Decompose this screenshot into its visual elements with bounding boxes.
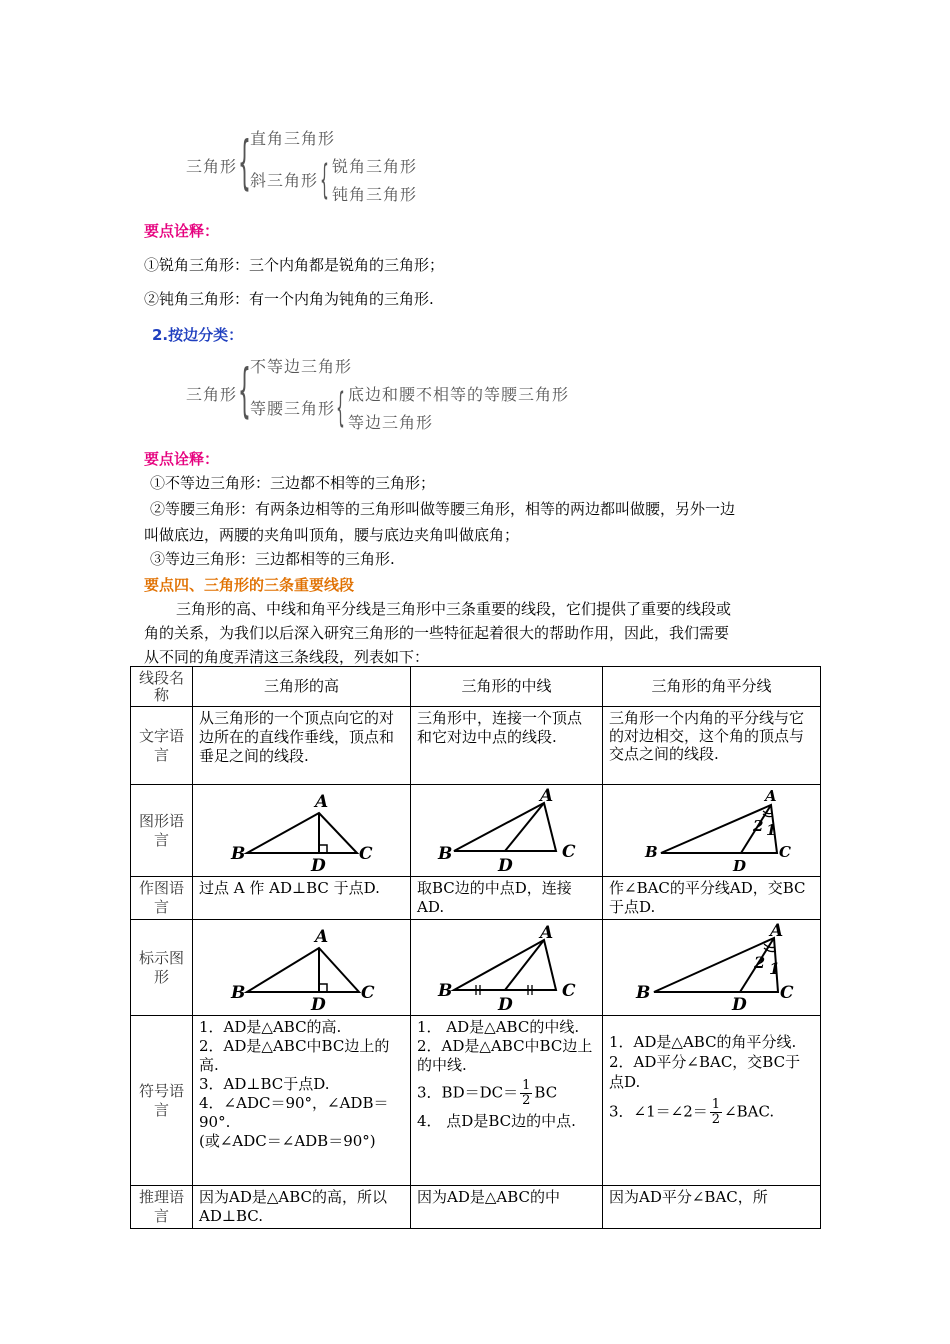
label-2: 2 <box>753 952 765 972</box>
cell-median-text: 三角形中，连接一个顶点和它对边中点的线段. <box>411 707 603 785</box>
tree-equilateral: 等边三角形 <box>348 413 434 432</box>
tree-isosceles: 等腰三角形 <box>250 399 336 418</box>
label-B: B <box>230 982 245 1003</box>
label-C: C <box>561 841 576 862</box>
label-1: 1 <box>768 958 780 978</box>
note-item: ①锐角三角形：三个内角都是锐角的三角形； <box>144 256 445 274</box>
label-B: B <box>230 843 245 864</box>
table-row <box>131 707 821 785</box>
symbol-text: BC <box>534 1083 558 1102</box>
symbol-line-fraction <box>417 1079 596 1108</box>
header-segment: 线段名称 <box>131 667 193 707</box>
label-figure: 图形语言 <box>131 785 193 877</box>
label-construct: 作图语言 <box>131 877 193 920</box>
cell-altitude-reason: 因为AD是△ABC的高，所以AD⊥BC. <box>193 1186 411 1229</box>
label-symbol: 符号语言 <box>131 1016 193 1186</box>
brace-icon: { <box>336 385 345 431</box>
segments-table <box>130 666 821 1229</box>
symbol-line: 3．AD⊥BC于点D. <box>199 1075 330 1093</box>
label-A: A <box>539 785 553 806</box>
label-C: C <box>561 980 576 1001</box>
figure-altitude <box>193 785 411 877</box>
symbol-line: 1． AD是△ABC的中线. <box>417 1018 580 1036</box>
symbol-line: (或∠ADC＝∠ADB＝90°) <box>199 1132 376 1150</box>
label-C: C <box>358 843 373 864</box>
altitude-marked-figure <box>227 926 377 1015</box>
label-B: B <box>644 842 658 861</box>
symbol-line: 1．AD是△ABC的高. <box>199 1018 342 1036</box>
table-row <box>131 877 821 920</box>
tree-right: 直角三角形 <box>250 129 336 148</box>
brace-icon: { <box>238 128 251 196</box>
fraction-half <box>520 1079 532 1108</box>
section-subtitle: 2.按边分类： <box>152 326 244 344</box>
cell-altitude-symbol <box>193 1016 411 1186</box>
tree-oblique: 斜三角形 <box>250 171 319 190</box>
label-A: A <box>769 920 783 941</box>
note-item: ①不等边三角形：三边都不相等的三角形； <box>150 474 436 492</box>
cell-bisector-reason: 因为AD平分∠BAC，所 <box>603 1186 821 1229</box>
label-C: C <box>360 982 375 1003</box>
label-text: 文字语言 <box>131 707 193 785</box>
fraction-numerator: 1 <box>711 1097 721 1112</box>
symbol-line: 2．AD平分∠BAC，交BC于点D. <box>609 1053 801 1091</box>
tree-root-angle: 三角形 <box>186 157 238 176</box>
cell-median-construct: 取BC边的中点D，连接AD. <box>411 877 603 920</box>
fraction-numerator: 1 <box>522 1078 531 1093</box>
symbol-text: ∠BAC. <box>724 1102 775 1121</box>
header-altitude: 三角形的高 <box>193 667 411 707</box>
table-row <box>131 785 821 877</box>
tree-iso-unequal: 底边和腰不相等的等腰三角形 <box>348 385 570 404</box>
cell-bisector-construct: 作∠BAC的平分线AD，交BC于点D. <box>603 877 821 920</box>
label-reason: 推理语言 <box>131 1186 193 1229</box>
median-marked-figure <box>432 922 582 1015</box>
cell-median-symbol <box>411 1016 603 1186</box>
symbol-line-fraction <box>609 1098 814 1127</box>
tree-obtuse: 钝角三角形 <box>332 185 418 204</box>
label-D: D <box>497 855 513 876</box>
fraction-denominator: 2 <box>522 1093 531 1108</box>
altitude-triangle-figure <box>227 791 377 876</box>
symbol-line: 4． 点D是BC边的中点. <box>417 1112 576 1130</box>
label-B: B <box>437 843 452 864</box>
bisector-triangle-figure <box>637 786 791 875</box>
label-D: D <box>731 994 747 1015</box>
symbol-text: 3．∠1＝∠2＝ <box>609 1102 708 1121</box>
marked-bisector <box>603 920 821 1016</box>
symbol-text: 3．BD＝DC＝ <box>417 1083 519 1102</box>
bisector-marked-figure <box>632 920 794 1015</box>
label-B: B <box>437 980 452 1001</box>
note-title: 要点诠释： <box>144 450 220 468</box>
symbol-line: 1．AD是△ABC的角平分线. <box>609 1033 797 1051</box>
cell-altitude-construct: 过点 A 作 AD⊥BC 于点D. <box>193 877 411 920</box>
table-row <box>131 1016 821 1186</box>
label-C: C <box>778 842 791 861</box>
median-triangle-figure <box>432 785 582 876</box>
paragraph-line: 角的关系，为我们以后深入研究三角形的一些特征起着很大的帮助作用，因此，我们需要 <box>144 624 730 642</box>
fraction-half <box>710 1098 722 1127</box>
note-item: ③等边三角形：三边都相等的三角形. <box>150 550 395 568</box>
label-A: A <box>314 926 328 947</box>
cell-bisector-symbol <box>603 1016 821 1186</box>
tree-scalene: 不等边三角形 <box>250 357 353 376</box>
marked-altitude <box>193 920 411 1016</box>
cell-median-reason: 因为AD是△ABC的中 <box>411 1186 603 1229</box>
label-D: D <box>497 994 513 1015</box>
label-D: D <box>732 856 746 875</box>
label-D: D <box>310 994 326 1015</box>
symbol-line: 2．AD是△ABC中BC边上的中线. <box>417 1037 593 1074</box>
table-row <box>131 920 821 1016</box>
symbol-line: 4．∠ADC＝90°，∠ADB＝90°. <box>199 1094 389 1131</box>
label-marked: 标示图形 <box>131 920 193 1016</box>
label-C: C <box>779 982 794 1003</box>
header-bisector: 三角形的角平分线 <box>603 667 821 707</box>
paragraph-line: 从不同的角度弄清这三条线段，列表如下： <box>144 648 430 666</box>
note-item: ②等腰三角形：有两条边相等的三角形叫做等腰三角形，相等的两边都叫做腰，另外一边 <box>150 500 736 518</box>
tree-root-side: 三角形 <box>186 385 238 404</box>
brace-icon: { <box>320 157 329 203</box>
label-A: A <box>314 791 328 812</box>
fraction-denominator: 2 <box>711 1112 721 1127</box>
table-row <box>131 1186 821 1229</box>
note-item: ②钝角三角形：有一个内角为钝角的三角形. <box>144 290 434 308</box>
label-D: D <box>310 855 326 876</box>
cell-bisector-text: 三角形一个内角的平分线与它的对边相交，这个角的顶点与交点之间的线段. <box>603 707 821 785</box>
label-1: 1 <box>765 820 776 839</box>
figure-bisector <box>603 785 821 877</box>
label-A: A <box>764 786 777 805</box>
label-2: 2 <box>752 816 763 835</box>
label-B: B <box>635 982 650 1003</box>
paragraph-line: 三角形的高、中线和角平分线是三角形中三条重要的线段，它们提供了重要的线段或 <box>176 600 732 618</box>
note-item: 叫做底边，两腰的夹角叫顶角，腰与底边夹角叫做底角； <box>144 526 520 544</box>
tree-acute: 锐角三角形 <box>332 157 418 176</box>
brace-icon: { <box>238 356 251 424</box>
cell-altitude-text: 从三角形的一个顶点向它的对边所在的直线作垂线，顶点和垂足之间的线段. <box>193 707 411 785</box>
header-median: 三角形的中线 <box>411 667 603 707</box>
table-row <box>131 667 821 707</box>
section-title: 要点四、三角形的三条重要线段 <box>144 576 355 594</box>
label-A: A <box>539 922 553 943</box>
symbol-line: 2．AD是△ABC中BC边上的高. <box>199 1037 390 1074</box>
note-title: 要点诠释： <box>144 222 220 240</box>
figure-median <box>411 785 603 877</box>
marked-median <box>411 920 603 1016</box>
